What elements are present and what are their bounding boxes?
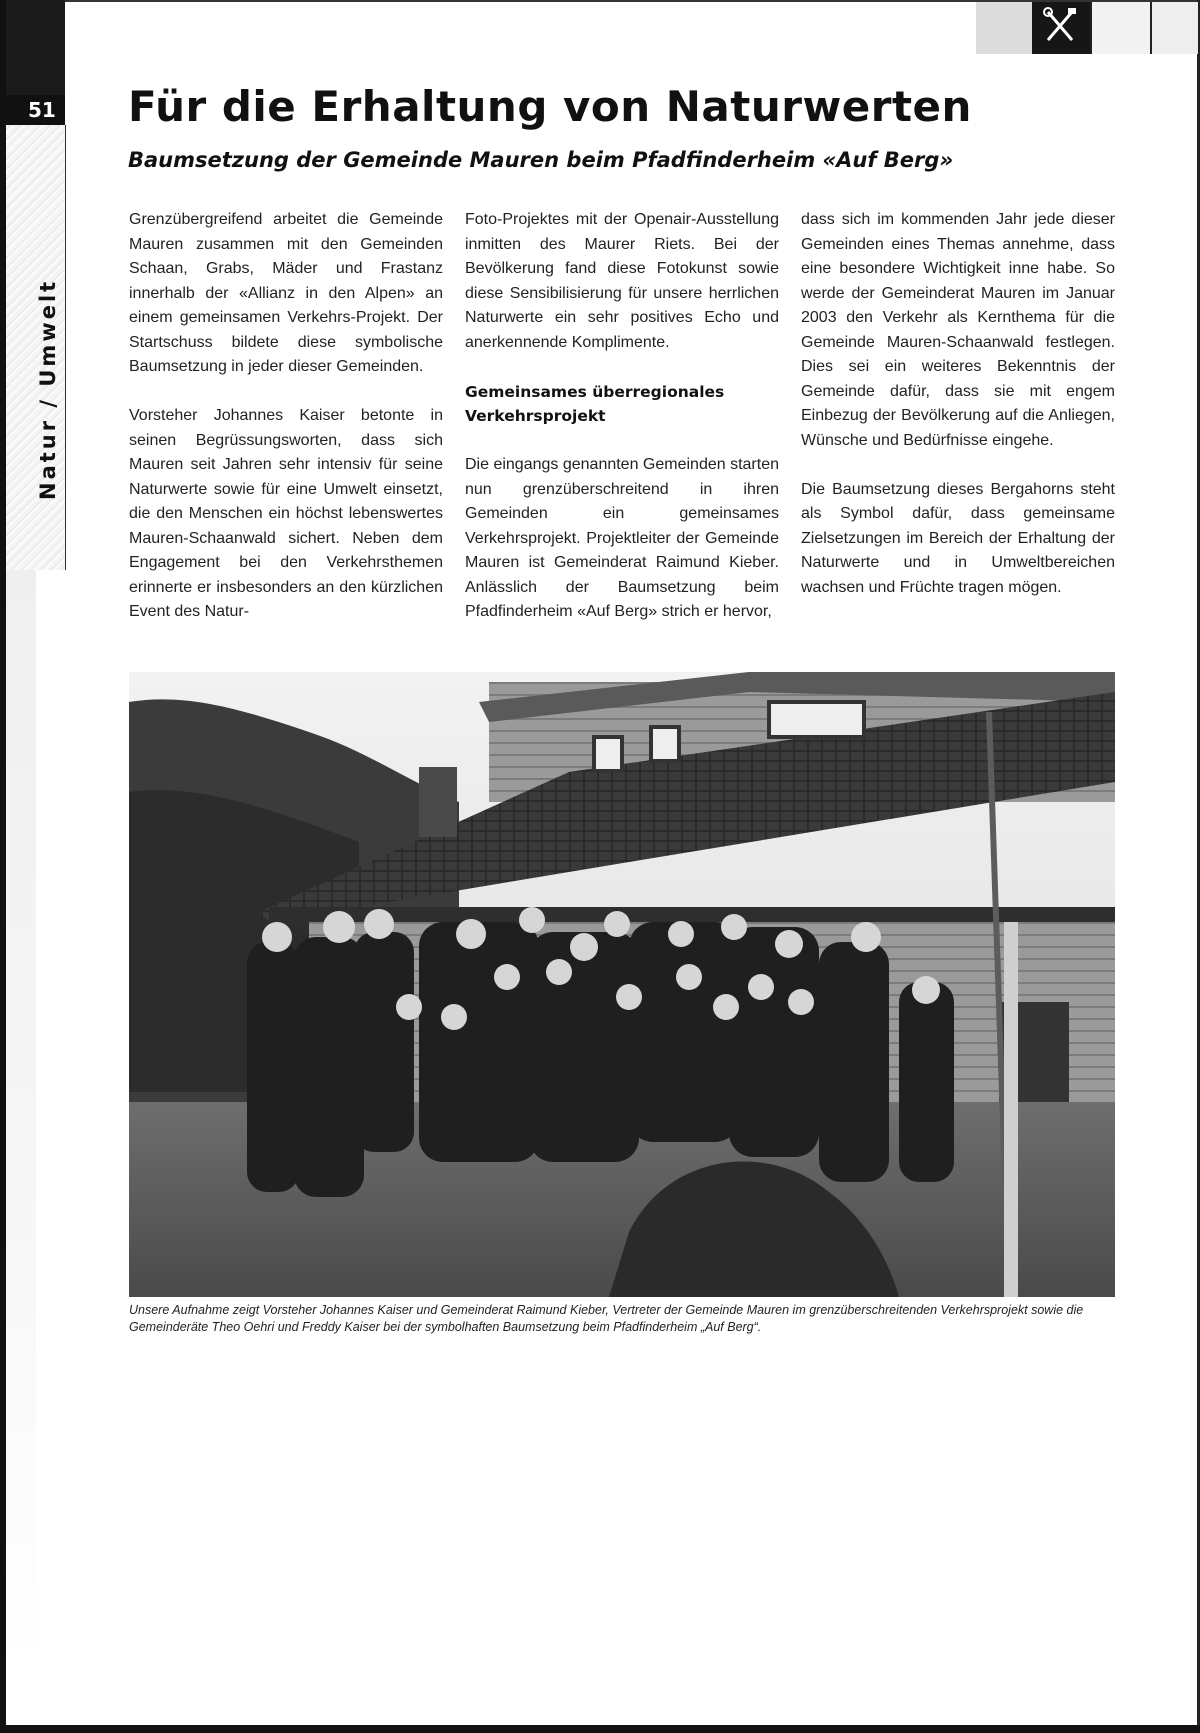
paragraph: Vorsteher Johannes Kaiser betonte in seinen Begrüssungsworten, dass sich Mauren seit Jahren sehr intensiv für seine Naturwerte sowie für eine Umwelt einsetzt, die den Menschen ein höchst lebenswertes Mauren-Schaanwald sichert. Neben dem Engagement bei den Verkehrsthemen erinnerte er insbesonders an den kürzlichen Event des Natur-: [129, 407, 443, 620]
paragraph: dass sich im kommenden Jahr jede dieser Gemeinden eines Themas annehme, dass eine besondere Wichtigkeit inne habe. So werde der Gemeinderat Mauren im Januar 2003 den Verkehr als Kernthema für die Gemeinde Mauren-Schaanwald festlegen. Dies sei ein weiteres Bekenntnis der Gemeinde dafür, dass sie mit engem Einbezug der Bevölkerung auf die Anliegen, Wünsche und Bedürfnisse eingehe.: [801, 211, 1115, 449]
page-number: 51: [28, 98, 56, 122]
group-photo: [129, 672, 1115, 1297]
photo-illustration: [129, 672, 1115, 1297]
paragraph: Die eingangs genannten Gemeinden starten nun grenzüberschreitend in ihren Gemeinden ein gemeinsames Verkehrsprojekt. Projektleiter der Gemeinde Mauren ist Gemeinderat Raimund Kieber. Anlässlich der Baumsetzung beim Pfadfinderheim «Auf Berg» strich er hervor,: [465, 456, 779, 620]
corner-tab-cell: [1150, 2, 1198, 54]
page-subtitle: Baumsetzung der Gemeinde Mauren beim Pfadfinderheim «Auf Berg»: [128, 148, 954, 172]
section-heading: Gemeinsames überregionales Verkehrsprojekt: [465, 382, 725, 425]
text-column-3: [801, 208, 1115, 625]
sidebar-header-block: [6, 0, 65, 95]
paragraph: Grenzübergreifend arbeitet die Gemeinde Mauren zusammen mit den Gemeinden Schaan, Grabs, Mäder und Frastanz innerhalb der «Allianz in den Alpen» an einem gemeinsamen Verkehrs-Projekt. Der Startschuss bildete diese symbolische Baumsetzung in jeder dieser Gemeinden.: [129, 211, 443, 375]
text-column-2: [465, 208, 779, 649]
frame-bottom: [0, 1725, 1200, 1733]
paragraph: Foto-Projektes mit der Openair-Ausstellung inmitten des Maurer Riets. Bei der Bevölkerung fand diese Fotokunst sowie diese Sensibilisierung für unsere herrlichen Naturwerte ein sehr positives Echo und anerkennende Komplimente.: [465, 211, 779, 351]
corner-tab-cell: [1090, 2, 1150, 54]
photo-caption: Unsere Aufnahme zeigt Vorsteher Johannes Kaiser und Gemeinderat Raimund Kieber, Vertreter der Gemeinde Mauren im grenzüberschreitenden Verkehrsprojekt sowie die Gemeinderäte Theo Oehri und Freddy Kaiser bei der symbolhaften Baumsetzung beim Pfadfinderheim „Auf Berg“.: [129, 1303, 1084, 1334]
section-label: Natur / Umwelt: [36, 278, 60, 500]
crossed-tools-icon: [1034, 2, 1088, 52]
page-title: Für die Erhaltung von Naturwerten: [128, 82, 972, 131]
corner-tab-grey: [976, 2, 1032, 54]
text-column-1: [129, 208, 443, 649]
sidebar-fade: [6, 570, 36, 1670]
paragraph: Die Baumsetzung dieses Bergahorns steht als Symbol dafür, dass gemeinsame Zielsetzungen im Bereich der Erhaltung der Naturwerte und in Umweltbereichen wachsen und Früchte tragen mögen.: [801, 480, 1115, 596]
